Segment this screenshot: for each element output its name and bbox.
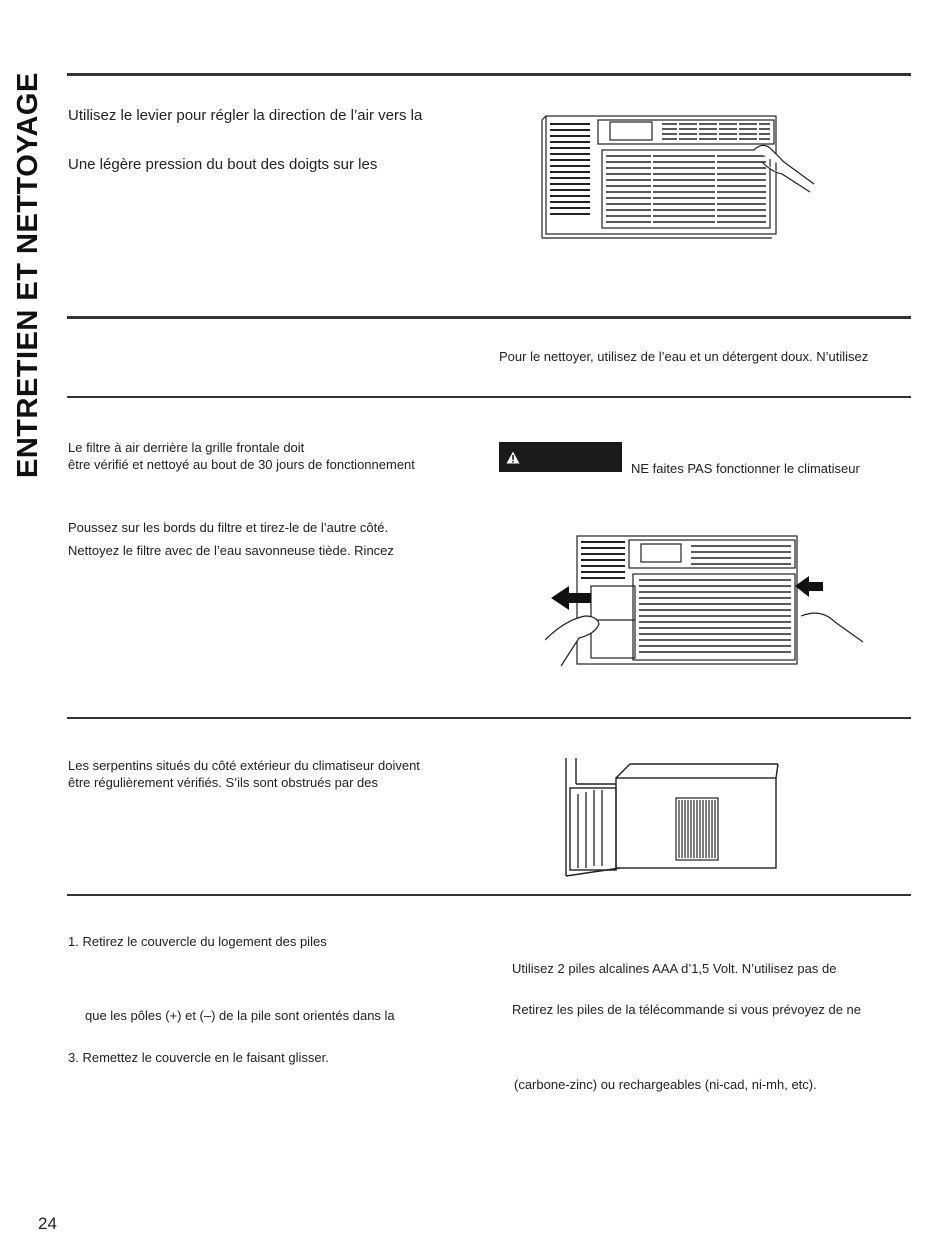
battery-step-3: 3. Remettez le couvercle en le faisant glisser. [68,1050,329,1065]
cleaning-text: Pour le nettoyer, utilisez de l’eau et un détergent doux. N’utilisez [499,349,869,364]
warning-label [499,442,622,472]
filter-text-4: Nettoyez le filtre avec de l’eau savonneuse tiède. Rincez [68,543,394,558]
section-divider-coils [67,717,911,719]
section-divider-batteries [67,894,911,896]
battery-note-2: Retirez les piles de la télécommande si vous prévoyez de ne [512,1002,862,1017]
battery-step-1: 1. Retirez le couvercle du logement des piles [68,934,327,949]
air-direction-text-2: Une légère pression du bout des doigts sur les [68,156,378,173]
filter-removal-illustration [545,532,865,667]
side-title: ENTRETIEN ET NETTOYAGE [12,72,44,478]
section-divider-clean [67,316,911,319]
section-divider-filter [67,396,911,398]
filter-text-1: Le filtre à air derrière la grille frontale doit [68,440,305,455]
air-conditioner-louver-illustration [540,110,820,245]
warning-text: NE faites PAS fonctionner le climatiseur [631,461,860,476]
battery-step-2-continuation: que les pôles (+) et (–) de la pile sont orientés dans la [85,1008,395,1023]
coils-text-1: Les serpentins situés du côté extérieur du climatiseur doivent [68,758,420,773]
page-number: 24 [38,1214,57,1233]
filter-text-2: être vérifié et nettoyé au bout de 30 jours de fonctionnement [68,457,415,472]
battery-note-3: (carbone-zinc) ou rechargeables (ni-cad, ni-mh, etc). [514,1077,817,1092]
filter-text-3: Poussez sur les bords du filtre et tirez-le de l’autre côté. [68,520,389,535]
coils-text-2: être régulièrement vérifiés. S’ils sont obstrués par des [68,775,378,790]
coils-exterior-illustration [560,758,790,878]
battery-note-1: Utilisez 2 piles alcalines AAA d’1,5 Volt. N’utilisez pas de [512,961,837,976]
section-divider-air [67,73,911,76]
air-direction-text-1: Utilisez le levier pour régler la direction de l’air vers la [68,107,423,124]
warning-triangle-icon [506,451,520,464]
